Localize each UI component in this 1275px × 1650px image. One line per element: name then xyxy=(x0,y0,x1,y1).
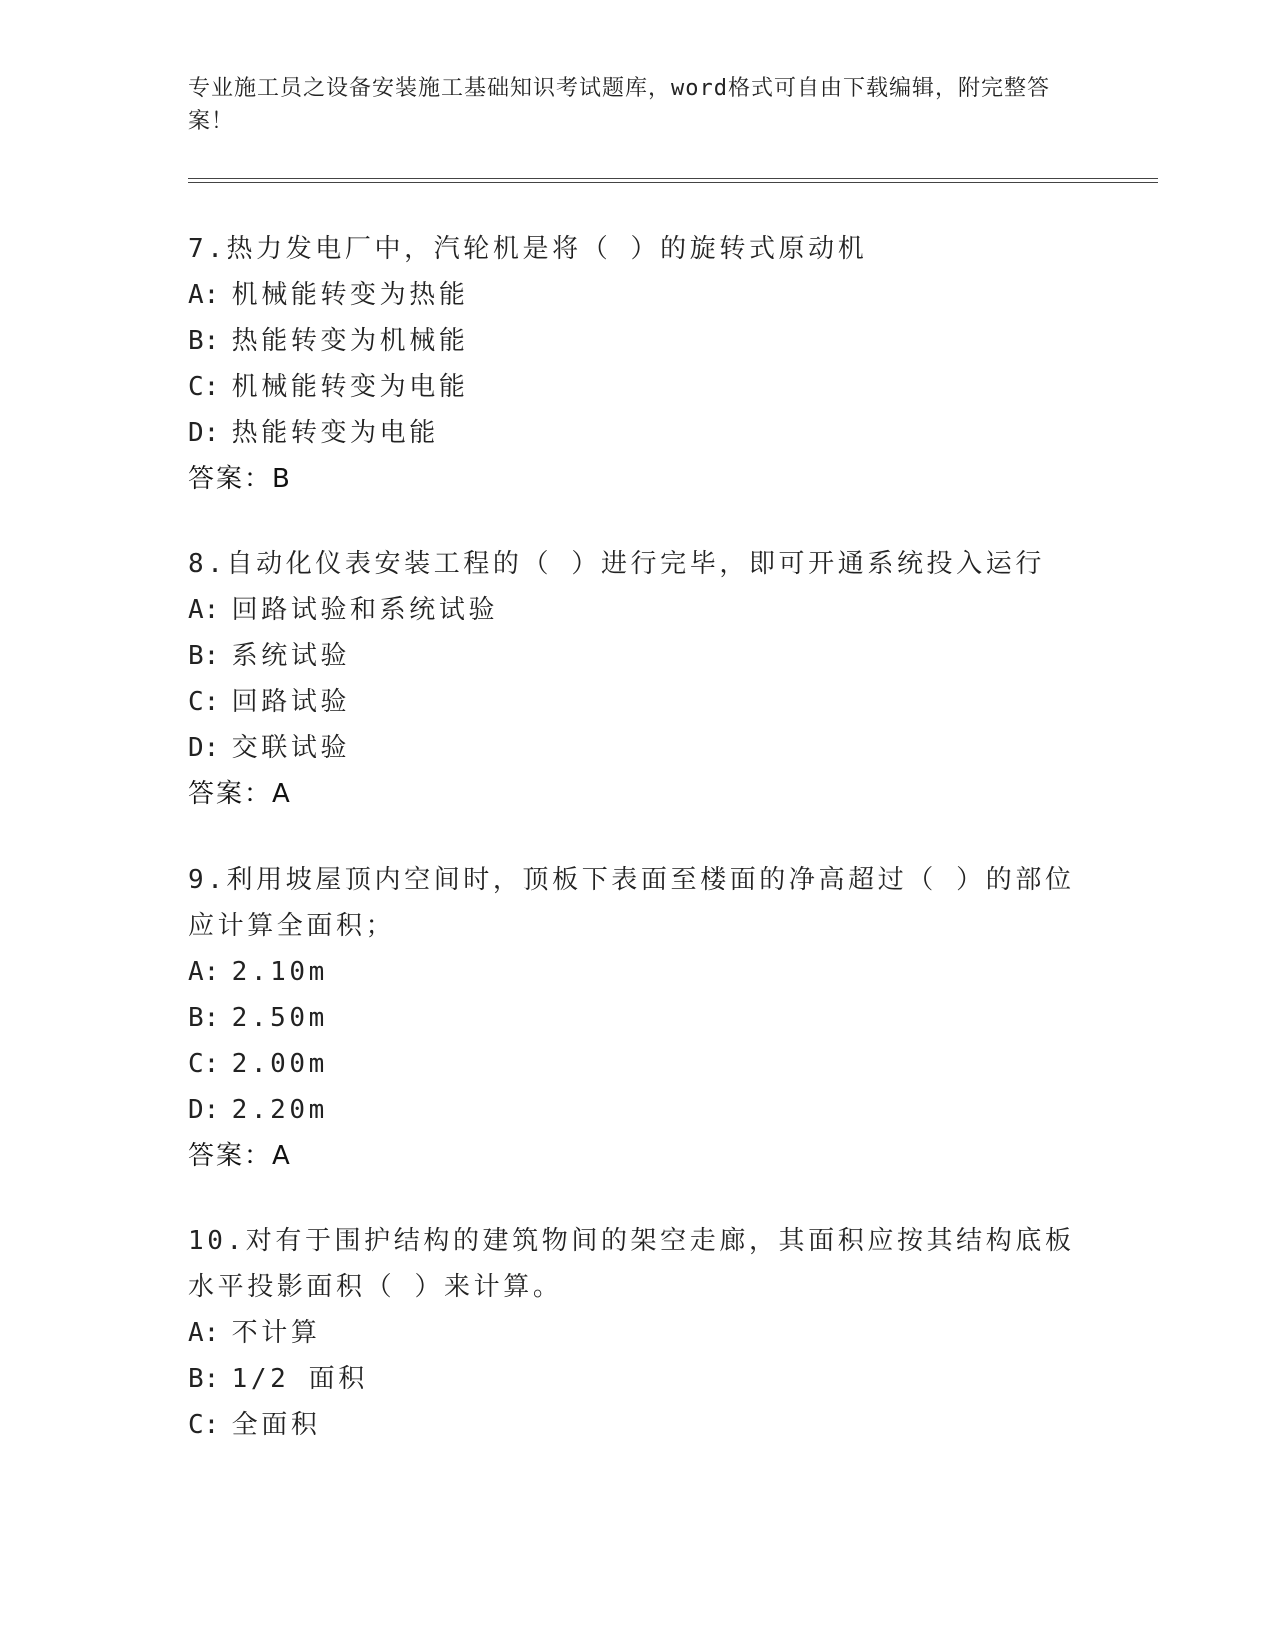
answer-value: A xyxy=(272,779,291,809)
option-colon: : xyxy=(203,957,223,987)
header-divider xyxy=(188,178,1158,184)
option-letter: B xyxy=(188,1364,204,1394)
question-10 xyxy=(188,1218,1088,1448)
option-letter: B xyxy=(188,326,204,356)
answer-value: A xyxy=(272,1141,291,1171)
option-letter: D xyxy=(188,418,204,448)
option-colon: : xyxy=(203,687,223,717)
option-text: 交联试验 xyxy=(231,733,351,763)
option-d xyxy=(188,410,1088,456)
option-letter: A xyxy=(188,957,204,987)
option-colon: : xyxy=(203,372,223,402)
option-colon: : xyxy=(203,418,223,448)
option-text: 热能转变为机械能 xyxy=(231,326,469,356)
option-a xyxy=(188,587,1088,633)
answer-line xyxy=(188,456,1088,502)
question-stem: 9.利用坡屋顶内空间时，顶板下表面至楼面的净高超过（ ）的部位应计算全面积； xyxy=(188,865,1075,941)
option-c xyxy=(188,1402,1088,1448)
option-colon: : xyxy=(203,280,223,310)
option-text: 2.10m xyxy=(231,957,328,987)
option-colon: : xyxy=(203,326,223,356)
answer-value: B xyxy=(272,464,291,494)
option-letter: B xyxy=(188,1003,204,1033)
question-stem: 8.自动化仪表安装工程的（ ）进行完毕，即可开通系统投入运行 xyxy=(188,549,1045,579)
option-text: 2.50m xyxy=(231,1003,328,1033)
option-text: 2.20m xyxy=(231,1095,328,1125)
option-colon: : xyxy=(203,595,223,625)
option-letter: D xyxy=(188,733,204,763)
option-b xyxy=(188,1356,1088,1402)
option-text: 机械能转变为电能 xyxy=(231,372,469,402)
question-7 xyxy=(188,226,1088,502)
document-header: 专业施工员之设备安装施工基础知识考试题库，word格式可自由下载编辑，附完整答案！ xyxy=(188,76,1050,134)
option-text: 机械能转变为热能 xyxy=(231,280,469,310)
option-text: 回路试验和系统试验 xyxy=(231,595,499,625)
option-b xyxy=(188,995,1088,1041)
divider-line-bottom xyxy=(188,182,1158,183)
option-c xyxy=(188,364,1088,410)
option-a xyxy=(188,272,1088,318)
answer-label: 答案： xyxy=(188,1141,273,1171)
option-colon: : xyxy=(203,641,223,671)
question-9 xyxy=(188,857,1088,1179)
option-letter: A xyxy=(188,1318,204,1348)
option-text: 全面积 xyxy=(231,1410,321,1440)
option-letter: A xyxy=(188,280,204,310)
question-stem: 10.对有于围护结构的建筑物间的架空走廊，其面积应按其结构底板水平投影面积（ ）来计算。 xyxy=(188,1226,1075,1302)
option-text: 2.00m xyxy=(231,1049,328,1079)
option-letter: C xyxy=(188,687,204,717)
option-colon: : xyxy=(203,1095,223,1125)
option-text: 回路试验 xyxy=(231,687,351,717)
answer-label: 答案： xyxy=(188,464,273,494)
option-colon: : xyxy=(203,1410,223,1440)
option-b xyxy=(188,633,1088,679)
option-colon: : xyxy=(203,733,223,763)
option-c xyxy=(188,1041,1088,1087)
option-letter: D xyxy=(188,1095,204,1125)
answer-line xyxy=(188,771,1088,817)
option-text: 1/2 面积 xyxy=(231,1364,368,1394)
option-colon: : xyxy=(203,1003,223,1033)
option-letter: C xyxy=(188,1410,204,1440)
option-text: 不计算 xyxy=(231,1318,321,1348)
option-a xyxy=(188,1310,1088,1356)
question-stem: 7.热力发电厂中，汽轮机是将（ ）的旋转式原动机 xyxy=(188,234,868,264)
option-letter: B xyxy=(188,641,204,671)
option-c xyxy=(188,679,1088,725)
option-letter: A xyxy=(188,595,204,625)
option-colon: : xyxy=(203,1364,223,1394)
question-8 xyxy=(188,541,1088,817)
option-d xyxy=(188,1087,1088,1133)
option-colon: : xyxy=(203,1049,223,1079)
option-d xyxy=(188,725,1088,771)
answer-label: 答案： xyxy=(188,779,273,809)
option-letter: C xyxy=(188,372,204,402)
option-b xyxy=(188,318,1088,364)
option-colon: : xyxy=(203,1318,223,1348)
divider-line-top xyxy=(188,178,1158,179)
option-text: 热能转变为电能 xyxy=(231,418,439,448)
option-a xyxy=(188,949,1088,995)
option-text: 系统试验 xyxy=(231,641,351,671)
option-letter: C xyxy=(188,1049,204,1079)
answer-line xyxy=(188,1133,1088,1179)
